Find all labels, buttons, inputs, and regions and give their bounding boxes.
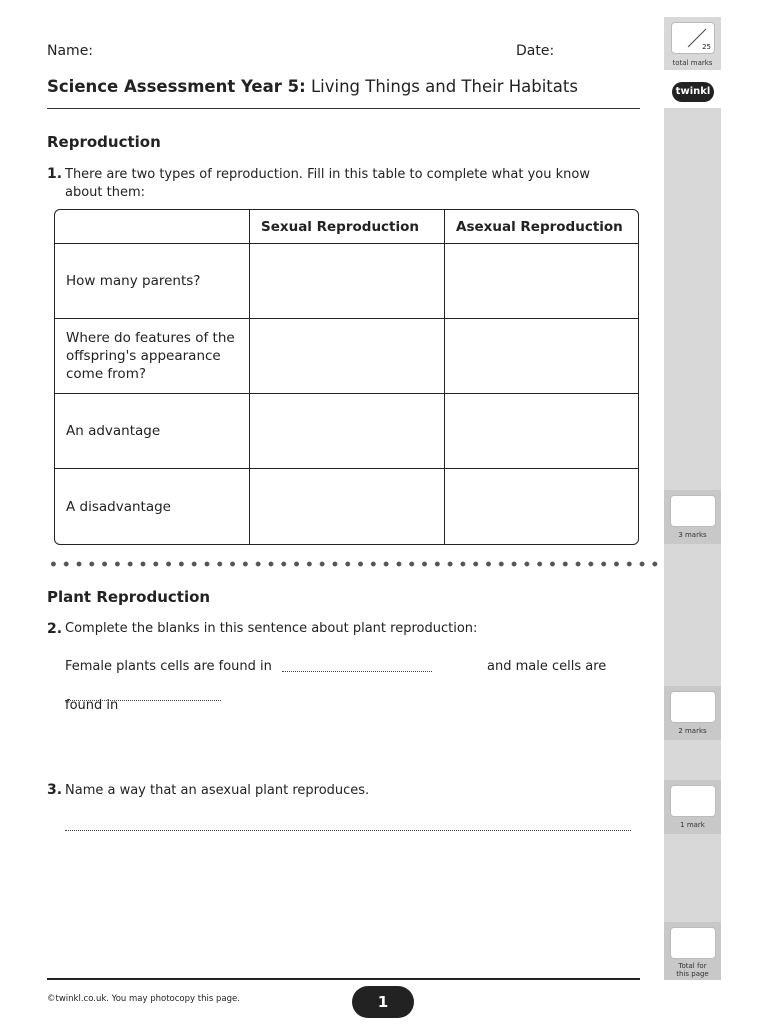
question-2-number: 2. [47, 621, 63, 637]
section-heading-reproduction: Reproduction [47, 133, 161, 151]
q2-marks-box[interactable] [670, 691, 716, 723]
twinkl-logo: twinkl [672, 82, 714, 102]
q3-marks-box[interactable] [670, 785, 716, 817]
question-3-text: Name a way that an asexual plant reproduces. [65, 783, 370, 798]
total-marks-label: total marks [672, 59, 713, 67]
table-header-asexual: Asexual Reproduction [445, 210, 638, 244]
row-label-disadvantage: A disadvantage [55, 469, 250, 544]
table-row [55, 244, 638, 319]
q1-marks-label: 3 marks [678, 531, 707, 539]
answer-cell-sexual-features[interactable] [250, 319, 445, 394]
table-row [55, 469, 638, 544]
q2-marks-label: 2 marks [678, 727, 707, 735]
question-2-text: Complete the blanks in this sentence about plant reproduction: [65, 621, 478, 636]
question-3-number: 3. [47, 782, 63, 798]
q2-sentence-part-c: found in [65, 698, 119, 713]
page-total-line1: Total for [678, 962, 707, 970]
date-label: Date: [516, 43, 555, 59]
q3-marks-label: 1 mark [680, 821, 705, 829]
answer-blank-female[interactable] [282, 659, 432, 672]
row-label-parents: How many parents? [55, 244, 250, 319]
copyright-text: ©twinkl.co.uk. You may photocopy this page. [47, 994, 240, 1004]
q2-sentence-part-b: and male cells are [487, 659, 607, 674]
answer-cell-sexual-advantage[interactable] [250, 394, 445, 469]
question-1-text: There are two types of reproduction. Fill in this table to complete what you know about them: [65, 167, 590, 200]
page-total-box[interactable] [670, 927, 716, 959]
title-bold: Science Assessment Year 5: [47, 77, 306, 96]
total-marks-box[interactable] [671, 22, 715, 54]
page-total-label [664, 962, 721, 978]
footer-rule [47, 978, 640, 980]
name-label: Name: [47, 43, 94, 59]
page-number-badge [352, 986, 414, 1018]
answer-cell-asexual-parents[interactable] [445, 244, 638, 319]
q1-marks-box[interactable] [670, 495, 716, 527]
page-total-line2: this page [676, 970, 709, 978]
reproduction-table [54, 209, 639, 545]
page-total-panel [664, 922, 721, 980]
q2-marks-panel [664, 686, 721, 740]
answer-cell-asexual-advantage[interactable] [445, 394, 638, 469]
row-label-features: Where do features of the offspring's appearance come from? [55, 319, 250, 394]
marks-sidebar [664, 108, 721, 980]
question-1-number: 1. [47, 166, 63, 182]
section-divider [47, 560, 662, 568]
answer-cell-sexual-parents[interactable] [250, 244, 445, 319]
table-header-row [55, 210, 638, 244]
total-marks-value: 25 [702, 43, 711, 51]
q3-marks-panel [664, 780, 721, 834]
table-header-blank [55, 210, 250, 244]
row-label-advantage: An advantage [55, 394, 250, 469]
page-title [47, 77, 578, 96]
answer-cell-sexual-disadvantage[interactable] [250, 469, 445, 544]
q1-marks-panel [664, 490, 721, 544]
answer-cell-asexual-features[interactable] [445, 319, 638, 394]
title-rest: Living Things and Their Habitats [305, 77, 578, 96]
header-rule [47, 108, 640, 109]
table-row [55, 394, 638, 469]
answer-line-q3[interactable] [65, 820, 631, 831]
table-row [55, 319, 638, 394]
q2-sentence-part-a: Female plants cells are found in [65, 659, 272, 674]
total-marks-panel [664, 17, 721, 70]
section-heading-plant-reproduction: Plant Reproduction [47, 588, 211, 606]
table-header-sexual: Sexual Reproduction [250, 210, 445, 244]
page-number: 1 [377, 993, 389, 1011]
answer-cell-asexual-disadvantage[interactable] [445, 469, 638, 544]
